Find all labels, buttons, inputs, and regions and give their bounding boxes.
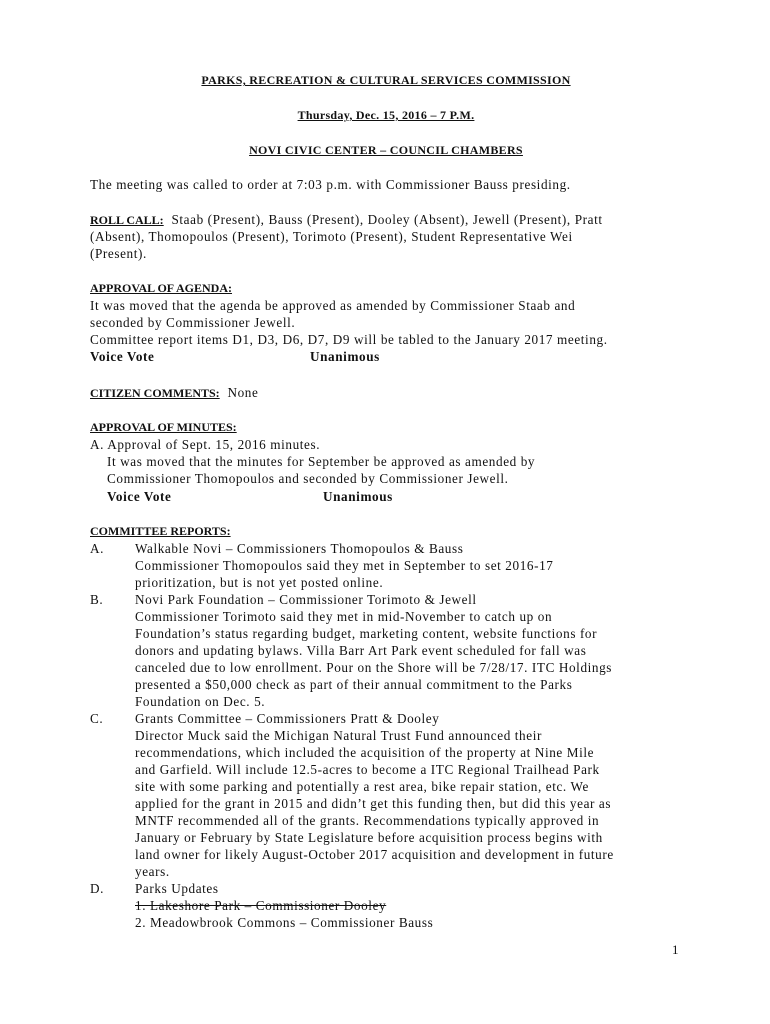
page-number: 1 — [672, 942, 679, 957]
list-item: applied for the grant in 2015 and didn’t get this funding then, but did this year as — [135, 796, 612, 811]
minutes-vote-label: Voice Vote — [107, 489, 172, 504]
minutes-line-1: It was moved that the minutes for September be approved as amended by — [107, 454, 536, 469]
list-item: Commissioner Thomopoulos said they met in September to set 2016-17 — [135, 558, 554, 573]
minutes-item: A. Approval of Sept. 15, 2016 minutes. — [90, 437, 321, 452]
agenda-vote-result: Unanimous — [310, 349, 380, 364]
list-item: 1. Lakeshore Park – Commissioner Dooley — [135, 898, 387, 913]
list-item: canceled due to low enrollment. Pour on the Shore will be 7/28/17. ITC Holdings — [135, 660, 613, 675]
agenda-line-3: Committee report items D1, D3, D6, D7, D9 will be tabled to the January 2017 meeting. — [90, 332, 608, 347]
minutes-vote-result: Unanimous — [323, 489, 393, 504]
minutes-vote — [107, 488, 393, 505]
item-letter: D. — [90, 881, 105, 896]
list-item: years. — [135, 864, 170, 879]
citizen-value: None — [227, 385, 259, 400]
citizen-label: CITIZEN COMMENTS: — [90, 386, 220, 400]
list-item: January or February by State Legislature before acquisition process begins with — [135, 830, 603, 845]
list-item: Commissioner Torimoto said they met in mid-November to catch up on — [135, 609, 553, 624]
list-item: recommendations, which included the acquisition of the property at Nine Mile — [135, 745, 595, 760]
agenda-line-2: seconded by Commissioner Jewell. — [90, 315, 296, 330]
commission-title: PARKS, RECREATION & CULTURAL SERVICES COMMISSION — [201, 73, 571, 87]
roll-call-line-1 — [90, 211, 603, 229]
agenda-vote-label: Voice Vote — [90, 349, 155, 364]
minutes-line-2: Commissioner Thomopoulos and seconded by Commissioner Jewell. — [107, 471, 509, 486]
list-item: Walkable Novi – Commissioners Thomopoulos & Bauss — [135, 541, 464, 556]
agenda-line-1: It was moved that the agenda be approved as amended by Commissioner Staab and — [90, 298, 576, 313]
list-item: site with some parking and potentially a rest area, bike repair station, etc. We — [135, 779, 589, 794]
meeting-location: NOVI CIVIC CENTER – COUNCIL CHAMBERS — [249, 143, 523, 157]
meeting-date: Thursday, Dec. 15, 2016 – 7 P.M. — [297, 108, 475, 122]
roll-call-line-3: (Present). — [90, 246, 147, 261]
list-item: and Garfield. Will include 12.5-acres to become a ITC Regional Trailhead Park — [135, 762, 600, 777]
citizen-comments — [90, 384, 258, 402]
roll-call-line-2: (Absent), Thomopoulos (Present), Torimoto (Present), Student Representative Wei — [90, 229, 573, 244]
roll-call-text-1: Staab (Present), Bauss (Present), Dooley (Absent), Jewell (Present), Pratt — [171, 212, 603, 227]
item-letter: A. — [90, 541, 105, 556]
minutes-label: APPROVAL OF MINUTES: — [90, 420, 237, 434]
committee-label: COMMITTEE REPORTS: — [90, 524, 231, 538]
list-item: 2. Meadowbrook Commons – Commissioner Bauss — [135, 915, 434, 930]
list-item: donors and updating bylaws. Villa Barr Art Park event scheduled for fall was — [135, 643, 587, 658]
list-item: Parks Updates — [135, 881, 219, 896]
agenda-label: APPROVAL OF AGENDA: — [90, 281, 233, 295]
item-letter: B. — [90, 592, 104, 607]
list-item: MNTF recommended all of the grants. Recommendations typically approved in — [135, 813, 600, 828]
list-item: Director Muck said the Michigan Natural Trust Fund announced their — [135, 728, 542, 743]
agenda-vote — [90, 348, 380, 365]
list-item: Foundation’s status regarding budget, marketing content, website functions for — [135, 626, 598, 641]
list-item: Novi Park Foundation – Commissioner Torimoto & Jewell — [135, 592, 477, 607]
list-item: Foundation on Dec. 5. — [135, 694, 266, 709]
list-item: Grants Committee – Commissioners Pratt & Dooley — [135, 711, 440, 726]
roll-call-label: ROLL CALL: — [90, 213, 164, 227]
list-item: land owner for likely August-October 2017 acquisition and development in future — [135, 847, 614, 862]
list-item: presented a $50,000 check as part of their annual commitment to the Parks — [135, 677, 573, 692]
list-item: prioritization, but is not yet posted online. — [135, 575, 384, 590]
item-letter: C. — [90, 711, 104, 726]
opening-statement: The meeting was called to order at 7:03 p.m. with Commissioner Bauss presiding. — [90, 177, 571, 192]
